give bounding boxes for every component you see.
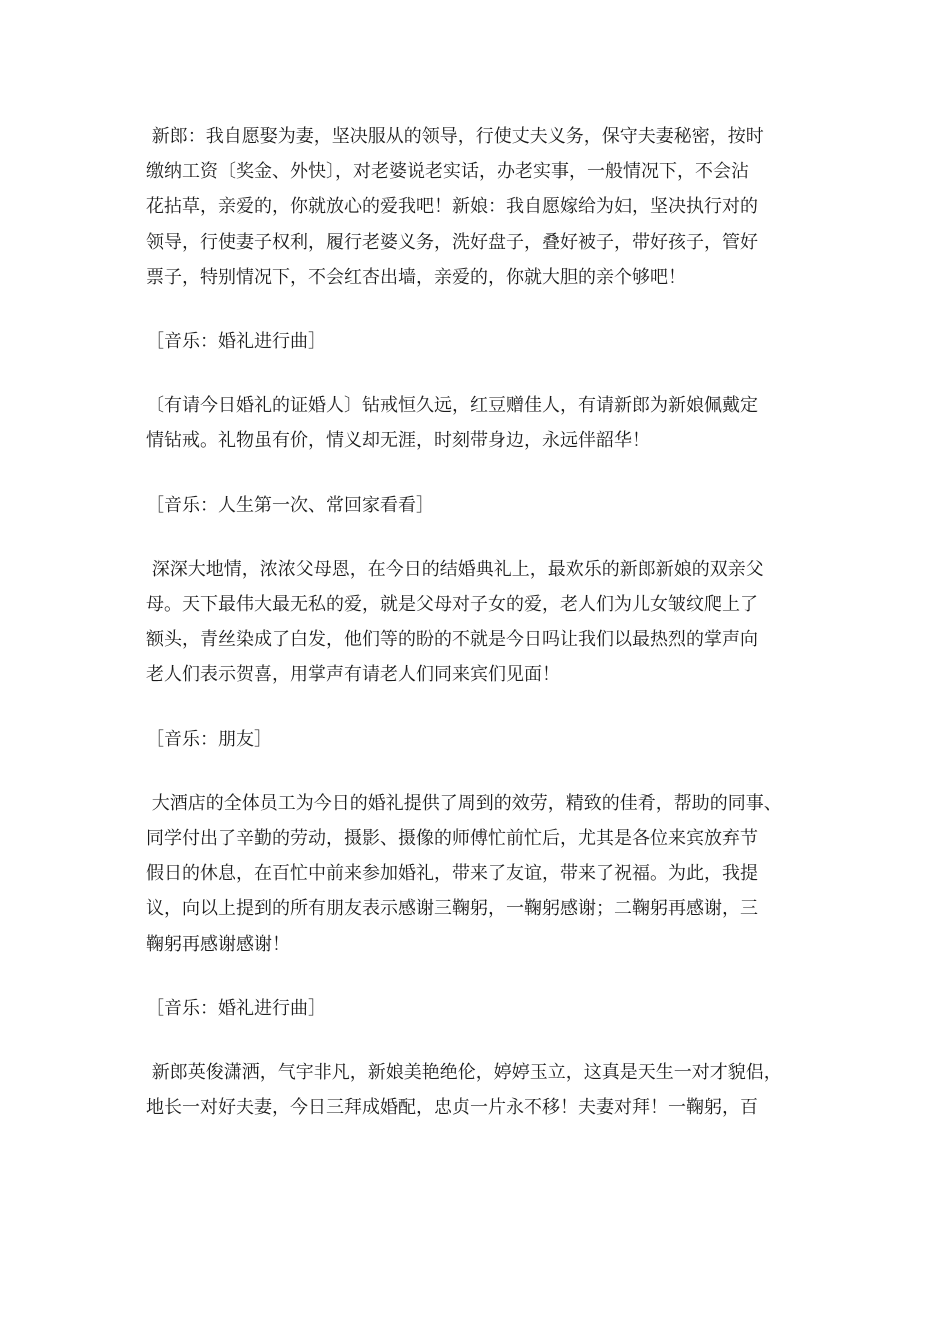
paragraph-line: 领导，行使妻子权利，履行老婆义务，洗好盘子，叠好被子，带好孩子，管好: [146, 231, 758, 253]
paragraph-line: 花拈草，亲爱的，你就放心的爱我吧！新娘：我自愿嫁给为妇，坚决执行对的: [146, 196, 758, 218]
paragraph-line: 额头，青丝染成了白发，他们等的盼的不就是今日吗让我们以最热烈的掌声向: [146, 629, 758, 651]
paragraph-line: 议，向以上提到的所有朋友表示感谢三鞠躬，一鞠躬感谢；二鞠躬再感谢，三: [146, 898, 758, 920]
music-cue-text: ［音乐：人生第一次、常回家看看］: [146, 494, 434, 516]
paragraph-line: 老人们表示贺喜，用掌声有请老人们同来宾们见面！: [146, 664, 560, 686]
script-paragraph: [146, 786, 811, 962]
paragraph-line: 深深大地情，浓浓父母恩，在今日的结婚典礼上，最欢乐的新郎新娘的双亲父: [146, 558, 764, 580]
paragraph-line: 同学付出了辛勤的劳动，摄影、摄像的师傅忙前忙后，尤其是各位来宾放弃节: [146, 828, 758, 850]
paragraph-line: 母。天下最伟大最无私的爱，就是父母对子女的爱，老人们为儿女皱纹爬上了: [146, 594, 758, 616]
music-cue: [146, 991, 811, 1026]
paragraph-line: 情钻戒。礼物虽有价，情义却无涯，时刻带身边，永远伴韶华！: [146, 430, 650, 452]
paragraph-line: 假日的休息，在百忙中前来参加婚礼，带来了友谊，带来了祝福。为此，我提: [146, 863, 758, 885]
music-cue-text: ［音乐：朋友］: [146, 728, 272, 750]
paragraph-line: 大酒店的全体员工为今日的婚礼提供了周到的效劳，精致的佳肴，帮助的同事、: [146, 792, 782, 814]
script-paragraph: [146, 552, 811, 693]
paragraph-line: 鞠躬再感谢感谢！: [146, 933, 290, 955]
music-cue: [146, 488, 811, 523]
music-cue-text: ［音乐：婚礼进行曲］: [146, 331, 326, 353]
paragraph-line: 地长一对好夫妻，今日三拜成婚配，忠贞一片永不移！夫妻对拜！一鞠躬，百: [146, 1097, 758, 1119]
music-cue: [146, 722, 811, 757]
paragraph-line: 〔有请今日婚礼的证婚人〕钻戒恒久远，红豆赠佳人，有请新郎为新娘佩戴定: [146, 395, 758, 417]
music-cue-text: ［音乐：婚礼进行曲］: [146, 997, 326, 1019]
document-body: [146, 119, 811, 1154]
script-paragraph: [146, 388, 811, 458]
script-paragraph: [146, 1055, 811, 1125]
script-paragraph: [146, 119, 811, 295]
paragraph-line: 新郎英俊潇洒，气宇非凡，新娘美艳绝伦，婷婷玉立，这真是天生一对才貌侣，: [146, 1062, 782, 1084]
paragraph-line: 新郎：我自愿娶为妻，坚决服从的领导，行使丈夫义务，保守夫妻秘密，按时: [146, 126, 764, 147]
paragraph-line: 票子，特别情况下，不会红杏出墙，亲爱的，你就大胆的亲个够吧！: [146, 266, 686, 288]
music-cue: [146, 324, 811, 359]
paragraph-line: 缴纳工资〔奖金、外快〕，对老婆说老实话，办老实事，一般情况下，不会沾: [146, 161, 749, 183]
